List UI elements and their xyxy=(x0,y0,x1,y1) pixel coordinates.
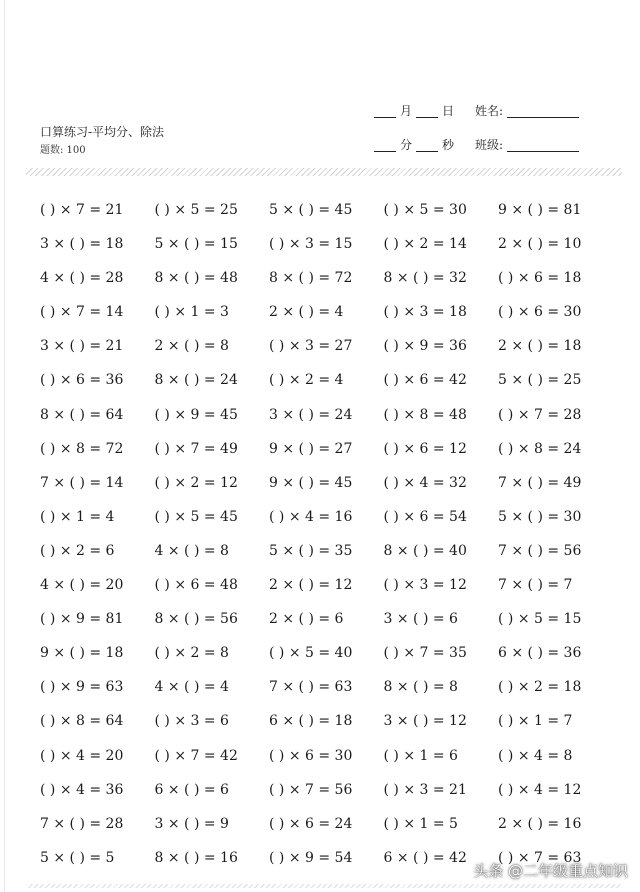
problem-cell: ( ) × 1 = 5 xyxy=(383,815,458,832)
problem-cell: ( ) × 6 = 36 xyxy=(40,372,124,389)
problem-cell: 3 × ( ) = 9 xyxy=(154,815,229,832)
problem-cell: 8 × ( ) = 40 xyxy=(383,542,467,559)
problem-cell: ( ) × 5 = 30 xyxy=(383,202,467,218)
problem-cell: ( ) × 2 = 18 xyxy=(498,679,582,696)
problem-cell: 5 × ( ) = 35 xyxy=(269,542,353,559)
problem-cell: ( ) × 1 = 7 xyxy=(498,713,573,730)
problem-cell: 2 × ( ) = 4 xyxy=(269,304,344,321)
hatched-divider xyxy=(26,168,622,176)
name-row xyxy=(475,104,579,118)
problem-cell: 3 × ( ) = 18 xyxy=(40,236,124,253)
problem-cell: 6 × ( ) = 18 xyxy=(269,713,353,730)
problem-cell: ( ) × 2 = 4 xyxy=(269,372,344,389)
class-label: 班级: xyxy=(475,138,504,152)
problem-cell: 9 × ( ) = 81 xyxy=(498,202,582,218)
problem-cell: 8 × ( ) = 8 xyxy=(383,679,458,696)
problem-cell: 2 × ( ) = 18 xyxy=(498,338,582,355)
problem-cell: 7 × ( ) = 14 xyxy=(40,474,124,491)
problem-cell: 2 × ( ) = 6 xyxy=(269,611,344,628)
problem-cell: 7 × ( ) = 7 xyxy=(498,577,573,594)
problem-cell: ( ) × 6 = 18 xyxy=(498,270,582,287)
problem-cell: ( ) × 3 = 6 xyxy=(154,713,229,730)
class-blank[interactable] xyxy=(507,139,579,152)
problem-cell: 4 × ( ) = 4 xyxy=(154,679,229,696)
problem-cell: ( ) × 6 = 30 xyxy=(269,747,353,764)
problem-cell: 5 × ( ) = 30 xyxy=(498,508,582,525)
problem-cell: ( ) × 7 = 42 xyxy=(154,747,238,764)
class-row xyxy=(475,138,579,152)
problem-cell: ( ) × 6 = 12 xyxy=(383,440,467,457)
problem-cell: 8 × ( ) = 48 xyxy=(154,270,238,287)
problem-cell: 4 × ( ) = 8 xyxy=(154,542,229,559)
question-count: 题数: 100 xyxy=(40,145,86,156)
problem-cell: 7 × ( ) = 49 xyxy=(498,474,582,491)
problem-cell: ( ) × 7 = 35 xyxy=(383,645,467,662)
problem-cell: ( ) × 4 = 16 xyxy=(269,508,353,525)
problem-cell: ( ) × 4 = 20 xyxy=(40,747,124,764)
problem-cell: 2 × ( ) = 10 xyxy=(498,236,582,253)
problem-cell: ( ) × 4 = 32 xyxy=(383,474,467,491)
second-label: 秒 xyxy=(442,138,455,152)
problem-cell: ( ) × 7 = 21 xyxy=(40,202,124,218)
date-group xyxy=(374,104,458,118)
minute-blank[interactable] xyxy=(374,139,396,152)
problem-cell: ( ) × 2 = 8 xyxy=(154,645,229,662)
problem-cell: ( ) × 7 = 63 xyxy=(498,849,582,866)
problem-cell: ( ) × 3 = 21 xyxy=(383,781,467,798)
problem-cell: 8 × ( ) = 72 xyxy=(269,270,353,287)
problem-cell: ( ) × 7 = 49 xyxy=(154,440,238,457)
problem-cell: ( ) × 9 = 81 xyxy=(40,611,124,628)
problem-cell: 7 × ( ) = 28 xyxy=(40,815,124,832)
problem-cell: ( ) × 3 = 18 xyxy=(383,304,467,321)
page-edge xyxy=(4,0,5,892)
day-blank[interactable] xyxy=(416,105,438,118)
problem-cell: 3 × ( ) = 24 xyxy=(269,406,353,423)
problem-cell: ( ) × 2 = 14 xyxy=(383,236,467,253)
name-blank[interactable] xyxy=(507,105,579,118)
problem-cell: 9 × ( ) = 27 xyxy=(269,440,353,457)
worksheet-title: 口算练习-平均分、除法 xyxy=(40,125,165,139)
problem-cell: 3 × ( ) = 6 xyxy=(383,611,458,628)
problem-cell: 2 × ( ) = 12 xyxy=(269,577,353,594)
problem-cell: ( ) × 6 = 24 xyxy=(269,815,353,832)
problem-cell: ( ) × 9 = 54 xyxy=(269,849,353,866)
problem-cell: ( ) × 5 = 40 xyxy=(269,645,353,662)
minute-label: 分 xyxy=(400,138,413,152)
problem-cell: 5 × ( ) = 45 xyxy=(269,202,353,218)
problem-cell: ( ) × 4 = 36 xyxy=(40,781,124,798)
problem-cell: ( ) × 2 = 12 xyxy=(154,474,238,491)
problem-cell: 8 × ( ) = 24 xyxy=(154,372,238,389)
problem-cell: ( ) × 9 = 63 xyxy=(40,679,124,696)
problem-cell: 7 × ( ) = 56 xyxy=(498,542,582,559)
problem-cell: 5 × ( ) = 5 xyxy=(40,849,115,866)
date-row xyxy=(374,104,458,118)
problem-cell: 8 × ( ) = 32 xyxy=(383,270,467,287)
problem-cell: 4 × ( ) = 20 xyxy=(40,577,124,594)
problem-cell: ( ) × 3 = 27 xyxy=(269,338,353,355)
problem-cell: 4 × ( ) = 28 xyxy=(40,270,124,287)
time-group xyxy=(374,138,458,152)
problem-cell: ( ) × 4 = 8 xyxy=(498,747,573,764)
problem-cell: 6 × ( ) = 36 xyxy=(498,645,582,662)
problem-cell: 6 × ( ) = 42 xyxy=(383,849,467,866)
problem-cell: ( ) × 9 = 36 xyxy=(383,338,467,355)
problem-cell: ( ) × 8 = 48 xyxy=(383,406,467,423)
problem-cell: ( ) × 8 = 24 xyxy=(498,440,582,457)
day-label: 日 xyxy=(442,104,455,118)
problem-cell: 2 × ( ) = 16 xyxy=(498,815,582,832)
problem-cell: 3 × ( ) = 21 xyxy=(40,338,124,355)
problem-cell: ( ) × 6 = 54 xyxy=(383,508,467,525)
problem-cell: 9 × ( ) = 18 xyxy=(40,645,124,662)
problem-grid xyxy=(40,198,610,880)
problem-cell: 5 × ( ) = 25 xyxy=(498,372,582,389)
bottom-divider xyxy=(26,884,622,888)
problem-cell: ( ) × 3 = 12 xyxy=(383,577,467,594)
name-label: 姓名: xyxy=(475,104,504,118)
time-row xyxy=(374,138,458,152)
problem-cell: ( ) × 1 = 4 xyxy=(40,508,115,525)
problem-cell: ( ) × 1 = 3 xyxy=(154,304,229,321)
problem-cell: 8 × ( ) = 56 xyxy=(154,611,238,628)
problem-cell: ( ) × 6 = 30 xyxy=(498,304,582,321)
problem-cell: 3 × ( ) = 12 xyxy=(383,713,467,730)
problem-cell: ( ) × 9 = 45 xyxy=(154,406,238,423)
problem-cell: ( ) × 3 = 15 xyxy=(269,236,353,253)
problem-cell: ( ) × 7 = 56 xyxy=(269,781,353,798)
problem-cell: 7 × ( ) = 63 xyxy=(269,679,353,696)
second-blank[interactable] xyxy=(416,139,438,152)
problem-cell: ( ) × 7 = 14 xyxy=(40,304,124,321)
problem-cell: ( ) × 8 = 72 xyxy=(40,440,124,457)
month-blank[interactable] xyxy=(374,105,396,118)
problem-cell: ( ) × 8 = 64 xyxy=(40,713,124,730)
problem-cell: ( ) × 2 = 6 xyxy=(40,542,115,559)
problem-cell: 9 × ( ) = 45 xyxy=(269,474,353,491)
problem-cell: 8 × ( ) = 64 xyxy=(40,406,124,423)
problem-cell: ( ) × 5 = 25 xyxy=(154,202,238,218)
watermark: 头条 @二年级重点知识 xyxy=(473,862,628,880)
problem-cell: ( ) × 6 = 48 xyxy=(154,577,238,594)
problem-cell: ( ) × 5 = 15 xyxy=(498,611,582,628)
problem-cell: ( ) × 6 = 42 xyxy=(383,372,467,389)
problem-cell: 8 × ( ) = 16 xyxy=(154,849,238,866)
problem-cell: 6 × ( ) = 6 xyxy=(154,781,229,798)
problem-cell: ( ) × 4 = 12 xyxy=(498,781,582,798)
month-label: 月 xyxy=(400,104,413,118)
problem-cell: 2 × ( ) = 8 xyxy=(154,338,229,355)
problem-cell: ( ) × 7 = 28 xyxy=(498,406,582,423)
problem-cell: ( ) × 1 = 6 xyxy=(383,747,458,764)
problem-cell: 5 × ( ) = 15 xyxy=(154,236,238,253)
problem-cell: ( ) × 5 = 45 xyxy=(154,508,238,525)
